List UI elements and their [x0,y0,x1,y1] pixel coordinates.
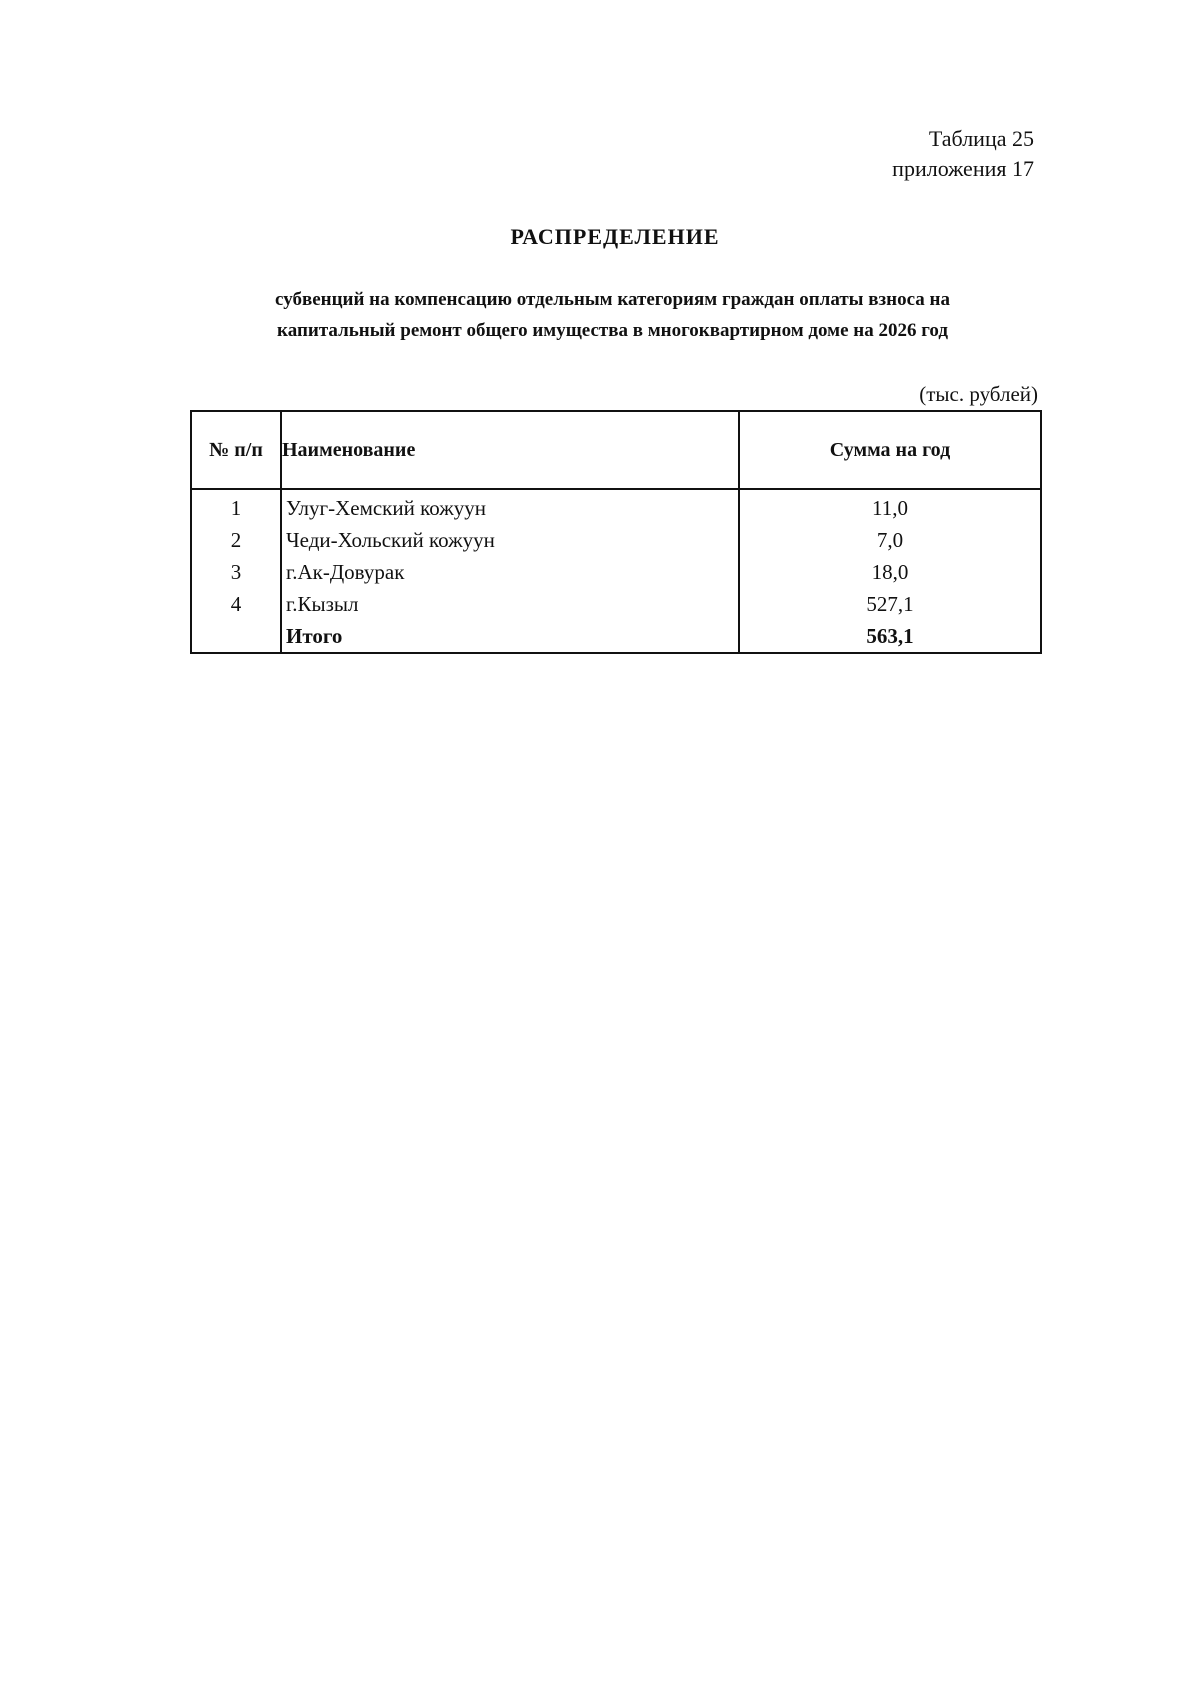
distribution-table [190,410,1042,654]
row-number: 1 [191,489,281,524]
row-name: г.Кызыл [281,588,739,620]
table-row [191,524,1041,556]
row-sum: 11,0 [739,489,1041,524]
table-number-label: Таблица 25 [928,126,1034,151]
document-title: РАСПРЕДЕЛЕНИЕ [510,224,720,249]
row-sum: 527,1 [739,588,1041,620]
row-sum: 7,0 [739,524,1041,556]
table-total-row [191,620,1041,653]
table-row [191,588,1041,620]
total-sum: 563,1 [739,620,1041,653]
column-header-number: № п/п [191,411,281,489]
units-label: (тыс. рублей) [919,382,1038,406]
subtitle-line-1: субвенций на компенсацию отдельным категориям граждан оплаты взноса на [275,289,950,310]
column-header-sum: Сумма на год [739,411,1041,489]
table-header-row [191,411,1041,489]
document-subtitle [180,284,1045,346]
row-number: 3 [191,556,281,588]
total-number [191,620,281,653]
appendix-label: приложения 17 [892,156,1034,181]
row-sum: 18,0 [739,556,1041,588]
table-reference [892,124,1034,184]
row-number: 4 [191,588,281,620]
row-number: 2 [191,524,281,556]
row-name: Чеди-Хольский кожуун [281,524,739,556]
row-name: Улуг-Хемский кожуун [281,489,739,524]
total-label: Итого [281,620,739,653]
table-row [191,489,1041,524]
table-row [191,556,1041,588]
subtitle-line-2: капитальный ремонт общего имущества в многоквартирном доме на 2026 год [277,320,948,341]
row-name: г.Ак-Довурак [281,556,739,588]
column-header-name: Наименование [281,411,739,489]
